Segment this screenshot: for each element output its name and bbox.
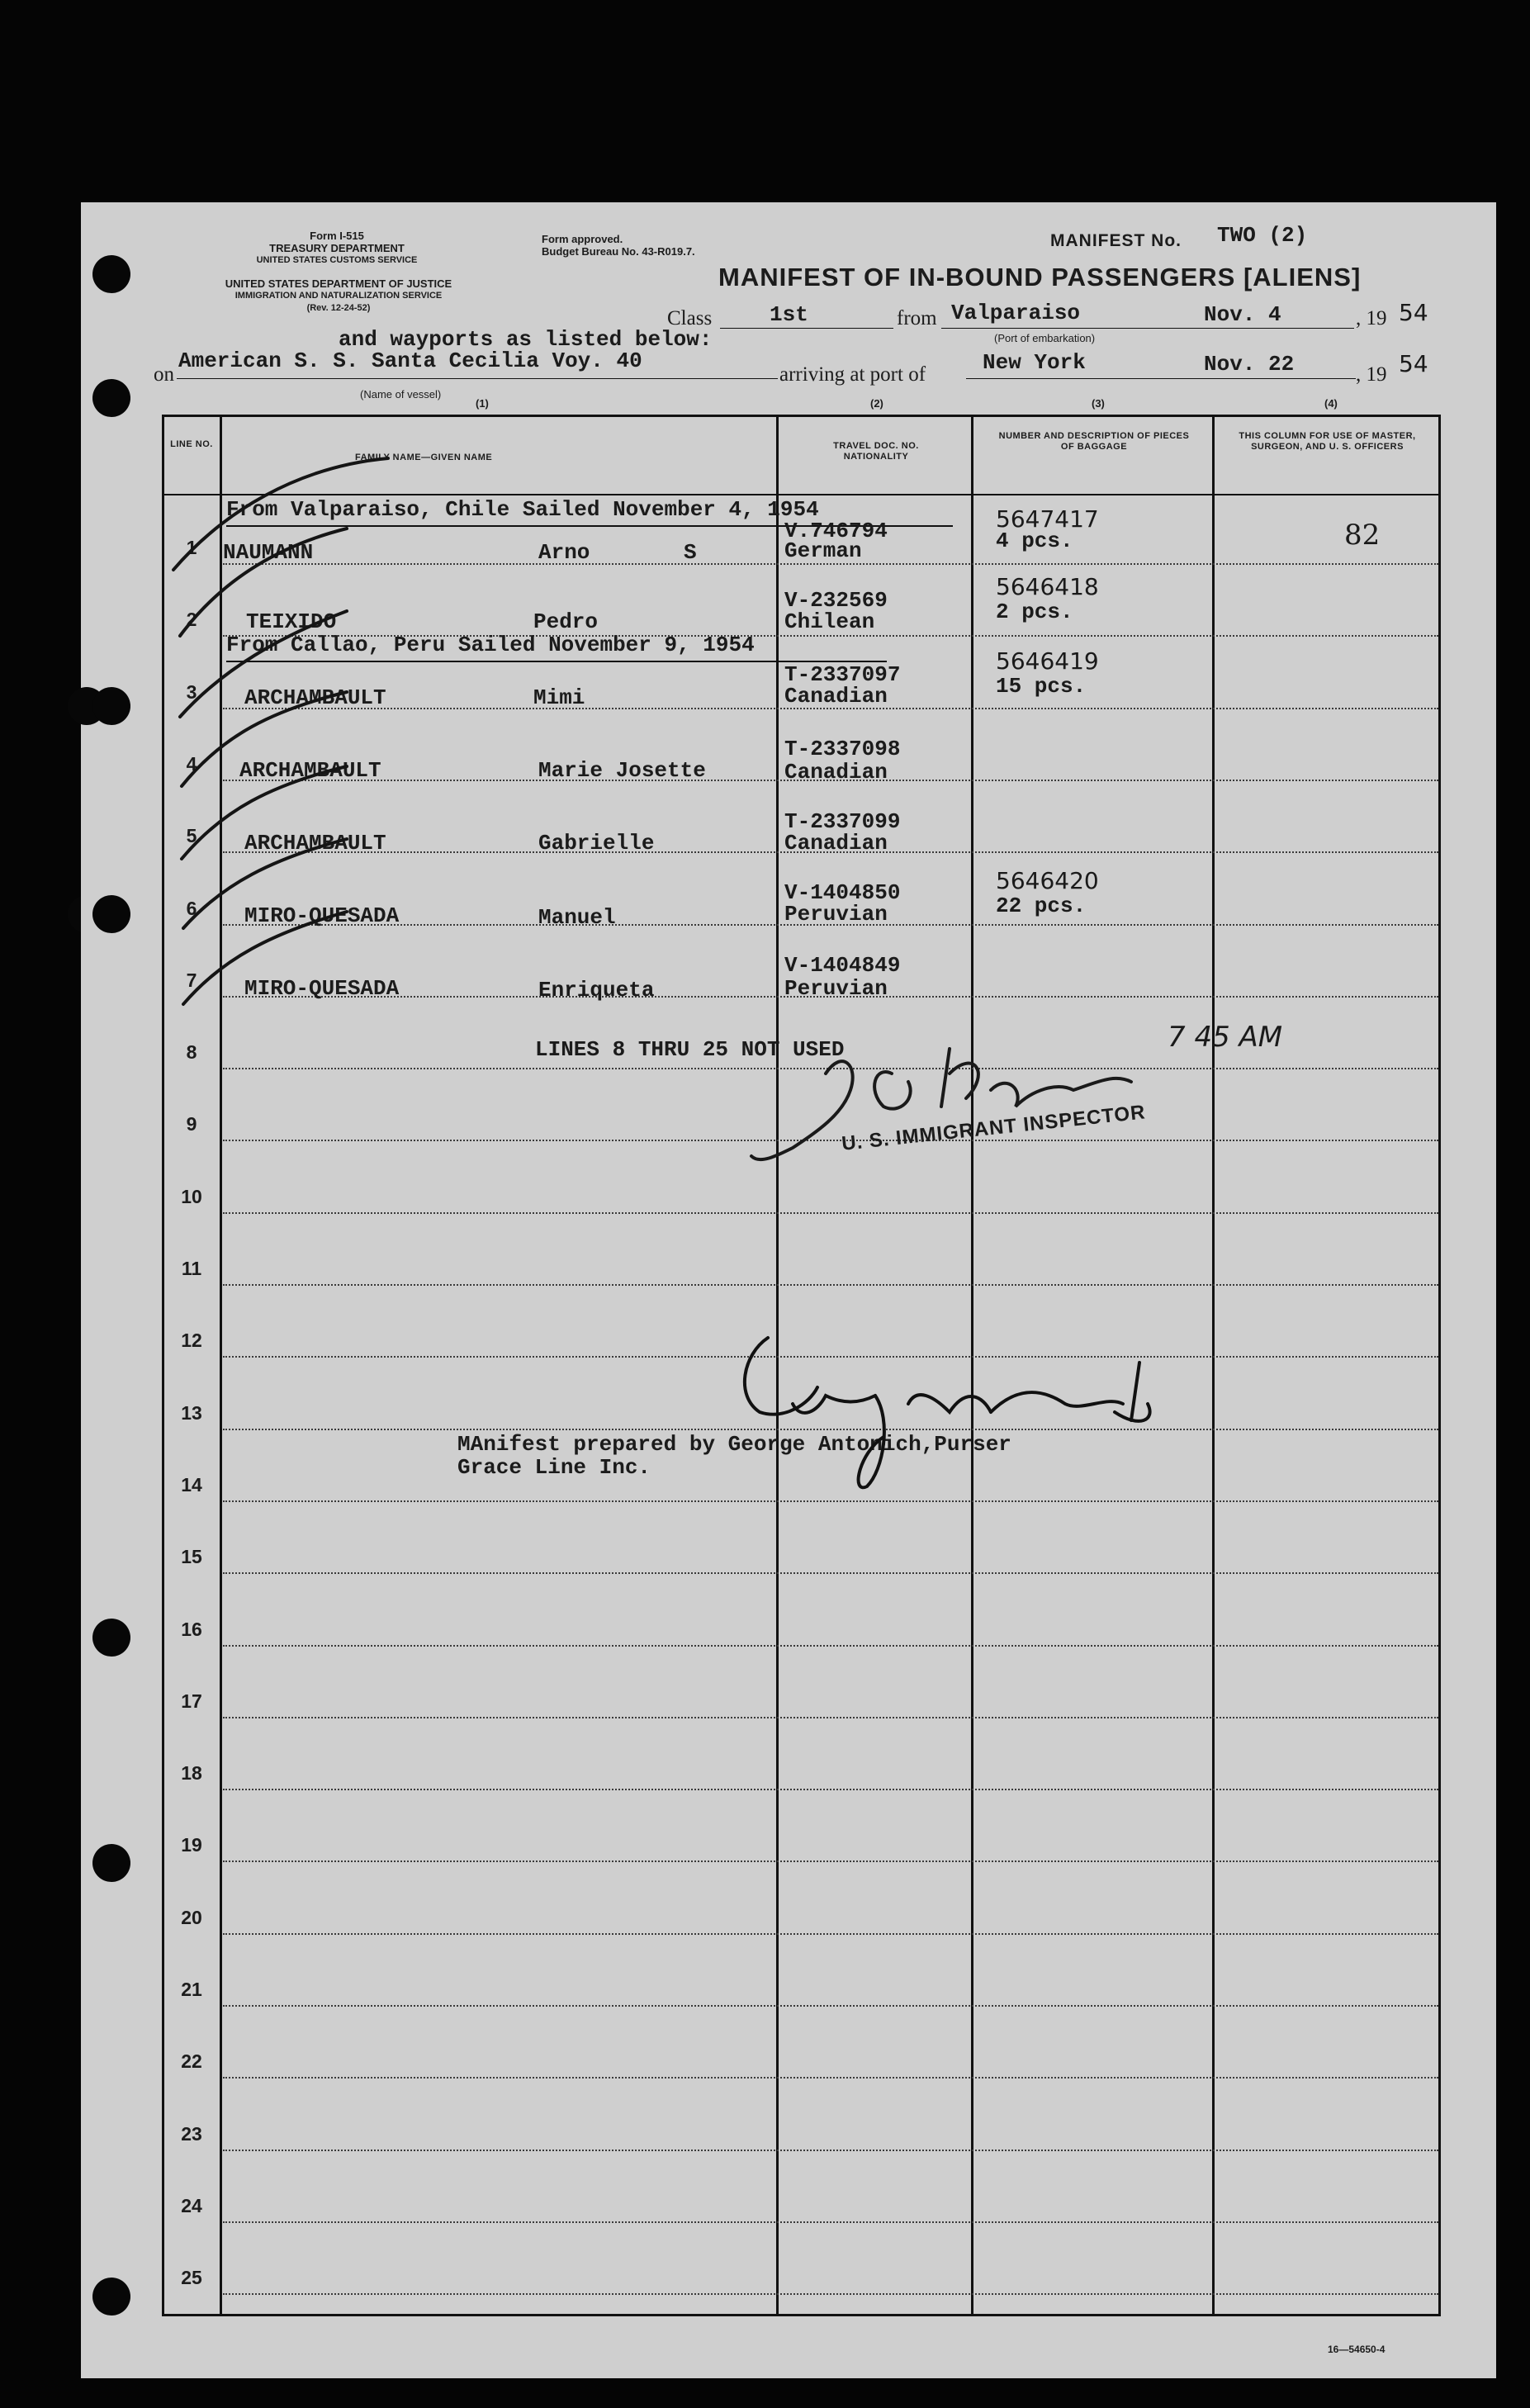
nationality: Chilean	[784, 609, 875, 634]
baggage-number: 5646418	[996, 573, 1099, 600]
row-check-marks	[173, 458, 388, 1004]
customs-service: UNITED STATES CUSTOMS SERVICE	[256, 255, 418, 265]
line-number: 7	[186, 969, 197, 991]
vessel-caption: (Name of vessel)	[360, 388, 442, 401]
line-number: 14	[181, 1474, 202, 1496]
nationality: Peruvian	[784, 902, 888, 927]
on-label: on	[154, 363, 174, 386]
col-header-line: LINE NO.	[170, 439, 213, 449]
travel-doc: V-1404850	[784, 880, 901, 905]
col-header-baggage: NUMBER AND DESCRIPTION OF PIECES OF BAGGAGE	[998, 431, 1190, 452]
form-number: Form I-515	[310, 230, 364, 242]
arrival-year: 54	[1399, 350, 1428, 377]
family-name: ARCHAMBAULT	[239, 758, 381, 783]
nationality: Peruvian	[784, 976, 888, 1001]
section-callao: From Callao, Peru Sailed November 9, 1954	[226, 633, 755, 657]
class-label: Class	[667, 307, 713, 329]
col-header-name: FAMILY NAME—GIVEN NAME	[355, 453, 493, 462]
from-value: Valparaiso	[951, 301, 1081, 325]
wayports-line: and wayports as listed below:	[339, 327, 713, 352]
from-label: from	[897, 307, 937, 329]
family-name: MIRO-QUESADA	[244, 976, 400, 1001]
lines-not-used: LINES 8 THRU 25 NOT USED	[535, 1037, 845, 1062]
line-number: 12	[181, 1330, 202, 1351]
check-mark	[183, 912, 347, 1004]
officer-mark: 82	[1344, 519, 1381, 552]
port-embarkation-caption: (Port of embarkation)	[994, 332, 1096, 344]
check-mark	[180, 611, 347, 717]
line-number: 8	[186, 1041, 197, 1063]
line-number: 16	[181, 1619, 202, 1640]
given-name: Manuel	[538, 905, 616, 930]
travel-doc: V-232569	[784, 588, 888, 613]
line-number: 22	[181, 2050, 202, 2072]
nationality: Canadian	[784, 684, 888, 709]
arrival-date: Nov. 22	[1204, 352, 1295, 377]
nationality: Canadian	[784, 760, 888, 784]
travel-doc: T-2337098	[784, 737, 901, 761]
purser-signature	[745, 1338, 1150, 1487]
line-number: 10	[181, 1186, 202, 1207]
manifest-number-value: TWO (2)	[1217, 223, 1308, 248]
col-header-travel: TRAVEL DOC. NO. NATIONALITY	[833, 441, 919, 462]
col4-number: (4)	[1324, 397, 1338, 410]
line-number: 24	[181, 2195, 202, 2216]
given-name: Gabrielle	[538, 831, 655, 856]
line-number: 11	[181, 1258, 202, 1279]
form-approved: Form approved.	[542, 233, 623, 245]
family-name: NAUMANN	[223, 540, 314, 565]
line-number: 2	[186, 609, 197, 630]
col3-number: (3)	[1092, 397, 1105, 410]
family-name: TEIXIDO	[246, 609, 337, 634]
family-name: ARCHAMBAULT	[244, 831, 386, 856]
departure-year: 54	[1399, 299, 1428, 326]
justice-department: UNITED STATES DEPARTMENT OF JUSTICE	[225, 277, 452, 290]
line-number: 5	[186, 825, 197, 846]
section-valparaiso: From Valparaiso, Chile Sailed November 4, 1954	[226, 497, 819, 522]
inspector-stamp: U. S. IMMIGRANT INSPECTOR	[841, 1101, 1147, 1155]
line-number: 23	[181, 2123, 202, 2145]
vessel-name: American S. S. Santa Cecilia Voy. 40	[178, 348, 642, 373]
line-number: 25	[181, 2267, 202, 2288]
line-number: 9	[186, 1113, 197, 1135]
treasury-department: TREASURY DEPARTMENT	[269, 242, 405, 254]
page-title: MANIFEST OF IN-BOUND PASSENGERS [ALIENS]	[718, 263, 1362, 292]
travel-doc: V-1404849	[784, 953, 901, 978]
baggage-number: 5647417	[996, 505, 1099, 533]
nationality: German	[784, 538, 862, 563]
baggage-pieces: 22 pcs.	[996, 894, 1087, 918]
manifest-number-label: MANIFEST No.	[1050, 231, 1182, 250]
line-number: 20	[181, 1907, 202, 1928]
given-name: Arno	[538, 540, 590, 565]
ins-name: IMMIGRATION AND NATURALIZATION SERVICE	[234, 291, 443, 301]
travel-doc: T-2337099	[784, 809, 901, 834]
baggage-pieces: 15 pcs.	[996, 674, 1087, 699]
travel-doc: T-2337097	[784, 662, 901, 687]
budget-bureau: Budget Bureau No. 43-R019.7.	[542, 245, 695, 258]
line-number: 21	[181, 1979, 202, 2000]
class-value: 1st	[770, 302, 808, 327]
given-name: Enriqueta	[538, 978, 655, 1003]
year-prefix-1: , 19	[1356, 307, 1387, 329]
family-name: MIRO-QUESADA	[244, 903, 400, 928]
line-number: 18	[181, 1762, 202, 1784]
middle-initial: S	[684, 540, 697, 565]
given-name: Pedro	[533, 609, 599, 634]
nationality: Canadian	[784, 831, 888, 856]
line-number: 15	[181, 1546, 202, 1567]
travel-doc: V.746794	[784, 519, 888, 543]
baggage-pieces: 4 pcs.	[996, 529, 1073, 553]
departure-date: Nov. 4	[1204, 302, 1281, 327]
col2-number: (2)	[870, 397, 883, 410]
baggage-number: 5646419	[996, 647, 1099, 675]
arriving-label: arriving at port of	[779, 363, 926, 386]
line-number: 6	[186, 898, 197, 919]
line-number: 3	[186, 681, 197, 703]
arrival-port: New York	[983, 350, 1086, 375]
prepared-by-line: MAnifest prepared by George Antonich,Purser	[457, 1432, 1011, 1457]
inspector-time: 7 45 AM	[1168, 1021, 1283, 1054]
line-number: 1	[186, 537, 197, 558]
inspector-signature	[751, 1049, 1131, 1159]
col-header-officers: THIS COLUMN FOR USE OF MASTER, SURGEON, AND U. S. OFFICERS	[1239, 431, 1416, 452]
baggage-pieces: 2 pcs.	[996, 600, 1073, 624]
year-prefix-2: , 19	[1356, 363, 1387, 386]
line-number: 19	[181, 1834, 202, 1856]
footer-code: 16—54650-4	[1328, 2344, 1386, 2355]
given-name: Marie Josette	[538, 758, 706, 783]
form-revision: (Rev. 12-24-52)	[306, 303, 371, 313]
family-name: ARCHAMBAULT	[244, 685, 386, 710]
check-mark	[183, 839, 347, 928]
company-line: Grace Line Inc.	[457, 1455, 651, 1480]
line-number: 17	[181, 1690, 202, 1712]
line-number: 4	[186, 753, 197, 775]
line-number: 13	[181, 1402, 202, 1424]
given-name: Mimi	[533, 685, 585, 710]
baggage-number: 5646420	[996, 867, 1099, 894]
col1-number: (1)	[476, 397, 489, 410]
